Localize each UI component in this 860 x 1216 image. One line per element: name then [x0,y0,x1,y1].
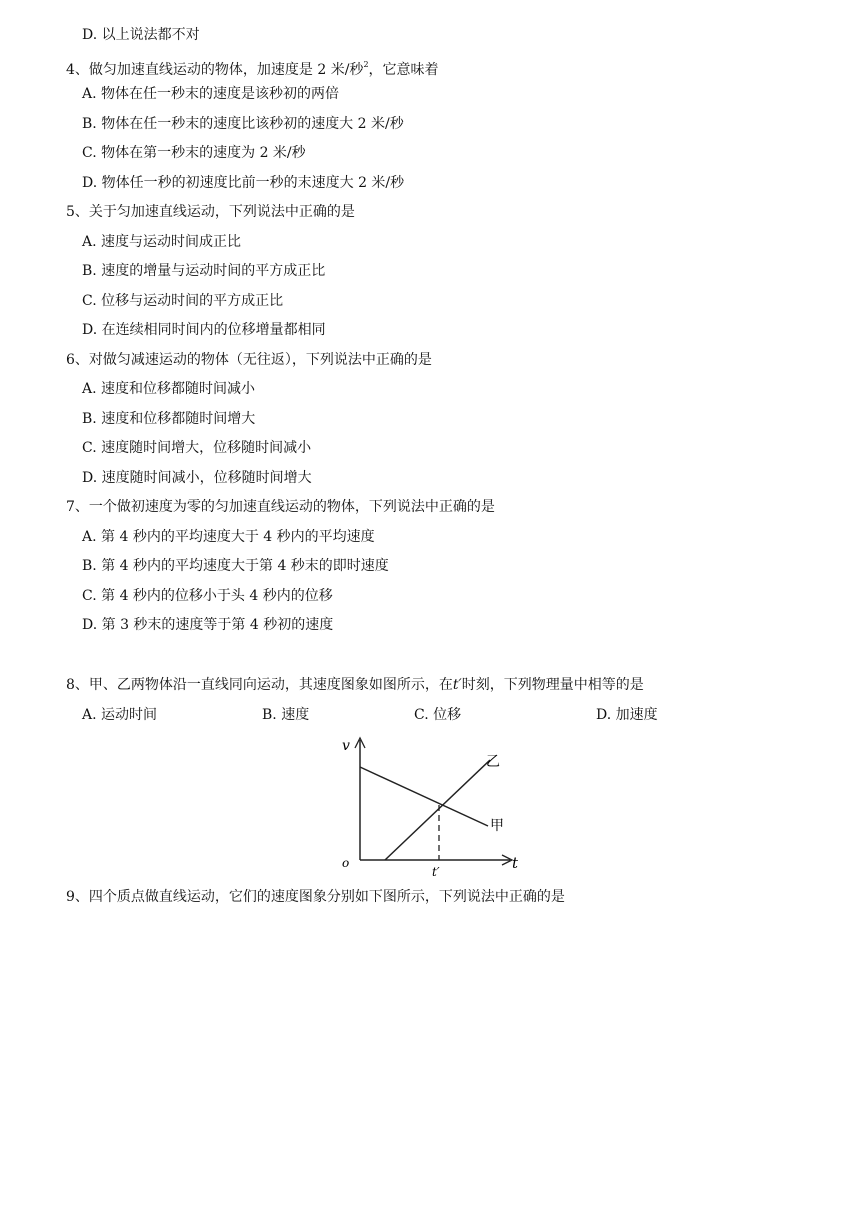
option-d: D. 加速度 [596,707,658,723]
line-text: D. 以上说法都不对 [82,27,200,43]
line-text: B. 速度和位移都随时间增大 [82,411,256,427]
answer-option [82,469,312,487]
line-text: A. 第 4 秒内的平均速度大于 4 秒内的平均速度 [82,529,375,545]
line-text: C. 第 4 秒内的位移小于头 4 秒内的位移 [82,588,333,604]
question-stem [66,56,439,79]
answer-option [82,528,375,546]
line-text: B. 第 4 秒内的平均速度大于第 4 秒末的即时速度 [82,558,389,574]
t-axis-label: t [512,854,519,872]
t-prime-label: t′ [432,865,440,878]
line-text: 7、一个做初速度为零的匀加速直线运动的物体，下列说法中正确的是 [66,499,495,515]
jia-label: 甲 [490,818,504,834]
line-text: A. 速度和位移都随时间减小 [82,381,256,397]
line-text: 5、关于匀加速直线运动，下列说法中正确的是 [66,204,355,220]
answer-option [82,557,389,575]
line-jia [360,767,488,826]
line-text: C. 物体在第一秒末的速度为 2 米/秒 [82,145,306,161]
line-text: C. 速度随时间增大，位移随时间减小 [82,440,312,456]
line-yi [385,760,490,860]
line-text: 4、做匀加速直线运动的物体，加速度是 2 米/秒 [66,62,364,78]
answer-option [82,439,311,457]
line-text: D. 速度随时间减小，位移随时间增大 [82,470,312,486]
answer-option [82,380,255,398]
superscript: 2 [363,60,369,69]
line-text: C. 位移与运动时间的平方成正比 [82,293,284,309]
line-text: B. 速度的增量与运动时间的平方成正比 [82,263,326,279]
yi-label: 乙 [486,754,500,770]
answer-option [82,115,404,133]
velocity-time-graph [330,730,530,878]
answer-option [82,587,333,605]
line-text: B. 物体在任一秒末的速度比该秒初的速度大 2 米/秒 [82,116,404,132]
v-axis-label: v [342,738,350,754]
answer-option [82,85,339,103]
question-stem [66,351,432,369]
answer-option [82,292,283,310]
line-text: D. 物体任一秒的初速度比前一秒的末速度大 2 米/秒 [82,175,405,191]
question-9: 9、四个质点做直线运动，它们的速度图象分别如下图所示，下列说法中正确的是 [66,889,565,905]
question-stem [66,498,495,516]
option-b: B. 速度 [262,707,310,723]
answer-option [82,26,200,44]
t-prime-symbol: t′ [452,677,462,693]
question-8-prefix: 8、甲、乙两物体沿一直线同向运动，其速度图象如图所示，在 [66,677,453,693]
answer-option [82,616,333,634]
question-stem [66,203,355,221]
answer-option [82,262,325,280]
answer-option [82,233,241,251]
option-a: A. 运动时间 [82,707,158,723]
line-text: D. 在连续相同时间内的位移增量都相同 [82,322,326,338]
line-tail: ，它意味着 [368,62,439,78]
answer-option [82,410,255,428]
line-text: D. 第 3 秒末的速度等于第 4 秒初的速度 [82,617,334,633]
option-c: C. 位移 [414,707,462,723]
origin-label: o [342,856,350,870]
line-text: A. 物体在任一秒末的速度是该秒初的两倍 [82,86,340,102]
answer-option [82,174,404,192]
question-8-suffix: 时刻，下列物理量中相等的是 [461,677,644,693]
answer-option [82,321,326,339]
question-8 [66,676,644,694]
answer-option [82,144,306,162]
line-text: A. 速度与运动时间成正比 [82,234,242,250]
line-text: 6、对做匀减速运动的物体（无往返），下列说法中正确的是 [66,352,432,368]
